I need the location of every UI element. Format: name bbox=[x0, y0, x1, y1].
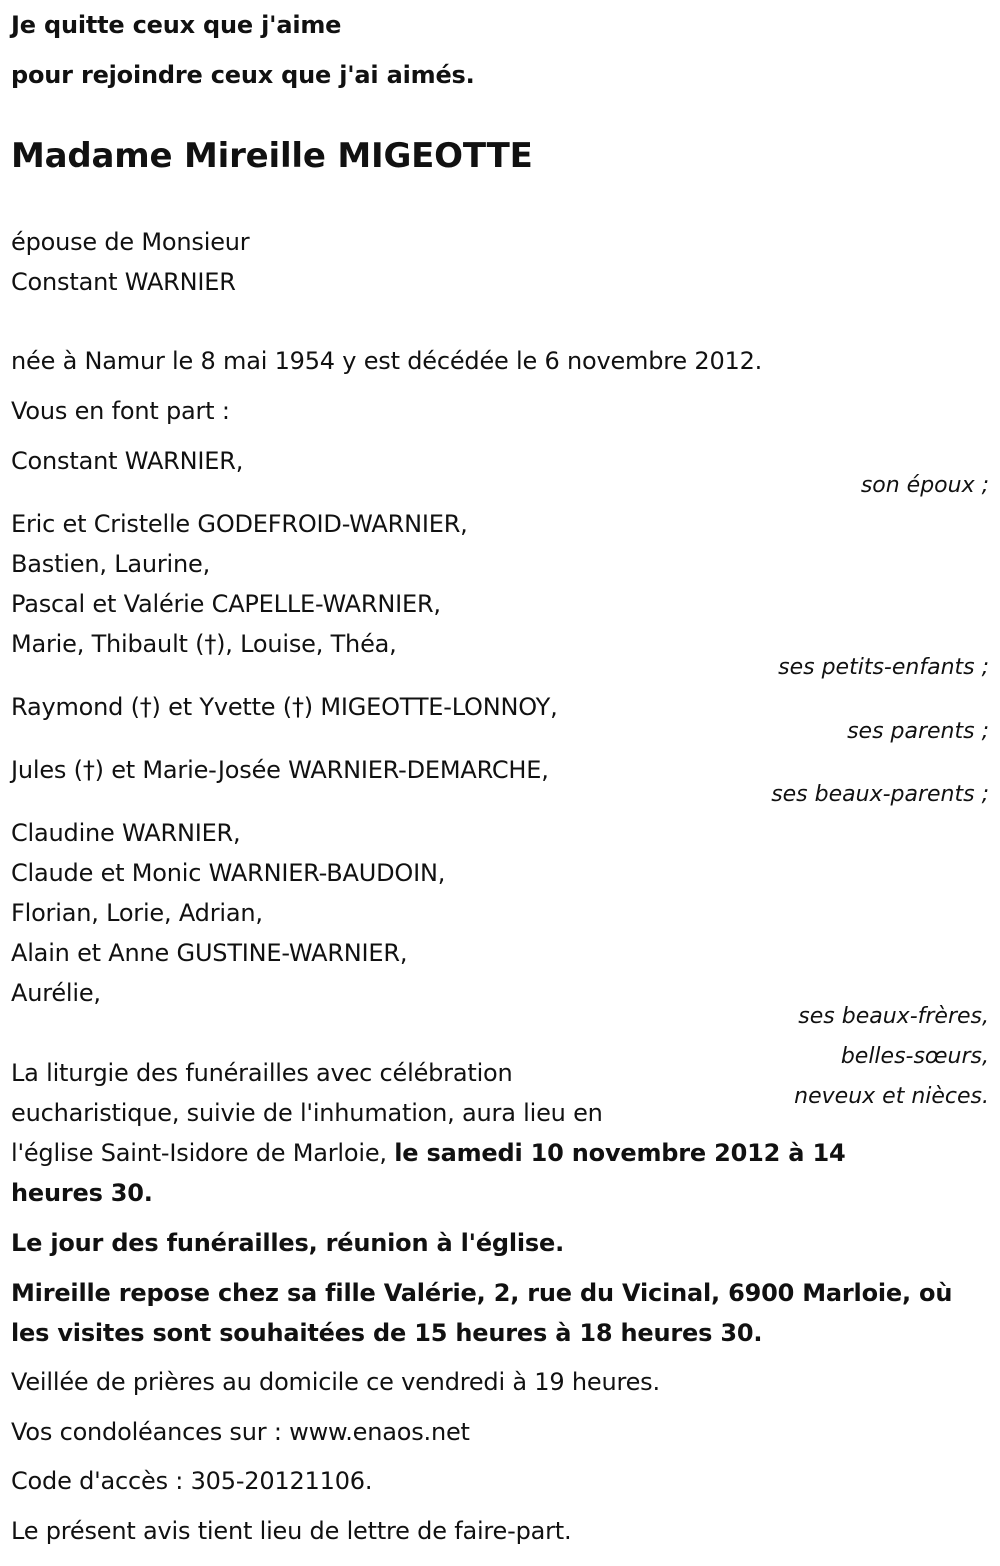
relation-siblings-in-law: neveux et nièces. bbox=[794, 1084, 989, 1109]
funeral-church: l'église Saint-Isidore de Marloie, bbox=[11, 1139, 395, 1167]
family-spouse: Constant WARNIER, bbox=[11, 447, 244, 475]
funeral-line-2: eucharistique, suivie de l'inhumation, aura lieu en bbox=[11, 1099, 603, 1127]
grandchildren-line: Eric et Cristelle GODEFROID-WARNIER, bbox=[11, 510, 468, 538]
relation-siblings-in-law: ses beaux-frères, bbox=[798, 1004, 989, 1029]
spouse-line-1: épouse de Monsieur bbox=[11, 228, 250, 256]
relation-in-laws: ses beaux-parents ; bbox=[771, 782, 989, 807]
epigraph-line-1: Je quitte ceux que j'aime bbox=[11, 11, 342, 39]
deceased-name: Madame Mireille MIGEOTTE bbox=[11, 136, 533, 176]
vigil-note: Veillée de prières au domicile ce vendredi à 19 heures. bbox=[11, 1368, 660, 1396]
siblings-in-law-line: Aurélie, bbox=[11, 979, 101, 1007]
relation-grandchildren: ses petits-enfants ; bbox=[778, 655, 989, 680]
siblings-in-law-line: Alain et Anne GUSTINE-WARNIER, bbox=[11, 939, 408, 967]
family-parents: Raymond (†) et Yvette (†) MIGEOTTE-LONNOY, bbox=[11, 693, 558, 721]
grandchildren-line: Marie, Thibault (†), Louise, Théa, bbox=[11, 630, 397, 658]
relation-siblings-in-law: belles-sœurs, bbox=[840, 1044, 989, 1069]
relation-parents: ses parents ; bbox=[847, 719, 989, 744]
spouse-line-2: Constant WARNIER bbox=[11, 268, 236, 296]
announcers-intro: Vous en font part : bbox=[11, 397, 230, 425]
grandchildren-line: Bastien, Laurine, bbox=[11, 550, 211, 578]
rest-line-1: Mireille repose chez sa fille Valérie, 2, rue du Vicinal, 6900 Marloie, où bbox=[11, 1279, 953, 1307]
relation-spouse: son époux ; bbox=[860, 473, 989, 498]
siblings-in-law-line: Claude et Monic WARNIER-BAUDOIN, bbox=[11, 859, 446, 887]
family-in-laws: Jules (†) et Marie-Josée WARNIER-DEMARCHE, bbox=[11, 756, 549, 784]
funeral-time: heures 30. bbox=[11, 1179, 153, 1207]
siblings-in-law-line: Claudine WARNIER, bbox=[11, 819, 241, 847]
access-code: Code d'accès : 305-20121106. bbox=[11, 1467, 373, 1495]
funeral-date: le samedi 10 novembre 2012 à 14 bbox=[394, 1139, 846, 1167]
epigraph-line-2: pour rejoindre ceux que j'ai aimés. bbox=[11, 61, 475, 89]
funeral-line-1: La liturgie des funérailles avec célébration bbox=[11, 1059, 513, 1087]
grandchildren-line: Pascal et Valérie CAPELLE-WARNIER, bbox=[11, 590, 441, 618]
meeting-note: Le jour des funérailles, réunion à l'église. bbox=[11, 1229, 565, 1257]
siblings-in-law-line: Florian, Lorie, Adrian, bbox=[11, 899, 263, 927]
funeral-line-3 bbox=[11, 1138, 845, 1168]
condolences-note: Vos condoléances sur : www.enaos.net bbox=[11, 1418, 470, 1446]
rest-line-2: les visites sont souhaitées de 15 heures à 18 heures 30. bbox=[11, 1319, 763, 1347]
closing-note: Le présent avis tient lieu de lettre de faire-part. bbox=[11, 1517, 572, 1545]
birth-death-line: née à Namur le 8 mai 1954 y est décédée le 6 novembre 2012. bbox=[11, 347, 763, 375]
